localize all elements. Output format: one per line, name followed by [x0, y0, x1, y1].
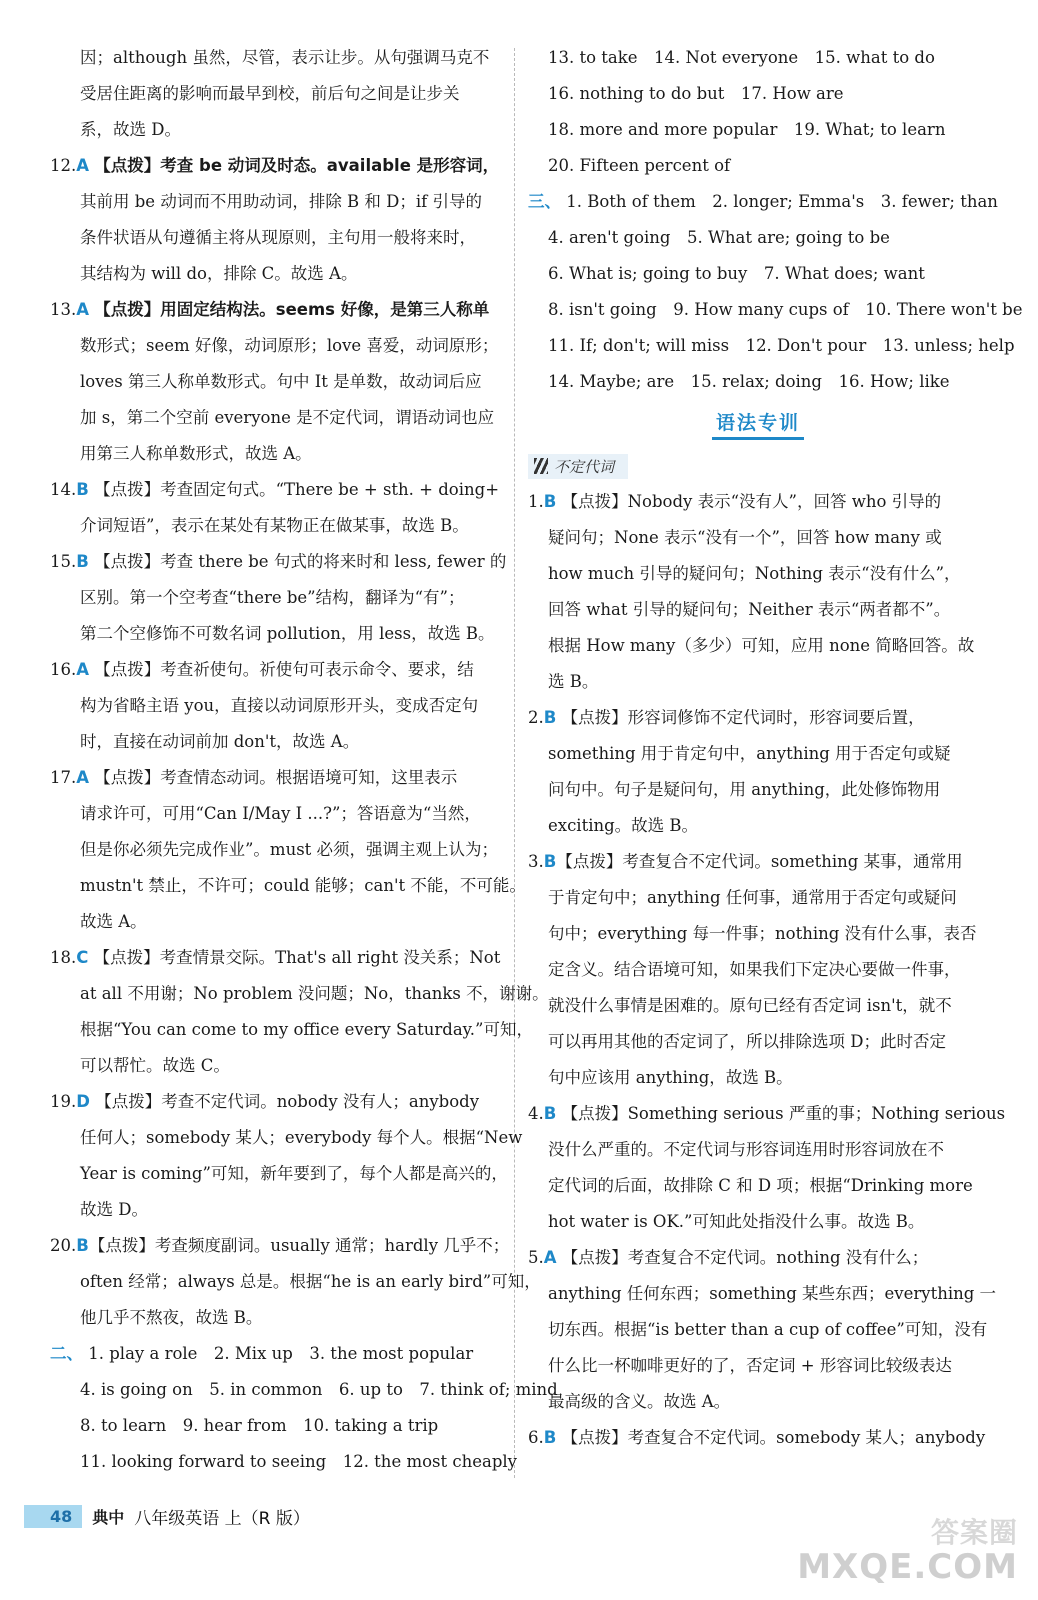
text-line: loves 第三人称单数形式。句中 It 是单数，故动词后应 [80, 372, 482, 391]
answer-explanation: 【点拨】用固定结构法。seems 好像，是第三人称单 [94, 300, 490, 319]
text-line: 区别。第一个空考查“there be”结构，翻译为“有”； [80, 588, 465, 607]
text-line: 可以再用其他的否定词了，所以排除选项 D；此时否定 [548, 1032, 946, 1051]
text-line: 故选 D。 [80, 1200, 148, 1219]
text-line: 于肯定句中；anything 任何事，通常用于否定句或疑问 [548, 888, 957, 907]
answer-letter: B [543, 492, 557, 511]
answer-explanation: 【点拨】考查 there be 句式的将来时和 less, fewer 的 [94, 552, 507, 571]
text-line: 什么比一杯咖啡更好的了，否定词 + 形容词比较级表达 [548, 1356, 952, 1375]
answer-item-14 [50, 472, 500, 508]
answer-item-5 [528, 1240, 988, 1276]
item-number: 13. [50, 300, 77, 319]
item-number: 2. [528, 708, 544, 727]
answer-letter: B [76, 1236, 89, 1255]
answer-letter: C [76, 948, 89, 967]
answer-explanation: 【点拨】考查情态动词。根据语境可知，这里表示 [94, 768, 458, 787]
text-line: 加 s，第二个空前 everyone 是不定代词，谓语动词也应 [80, 408, 495, 427]
text-line: at all 不用谢；No problem 没问题；No，thanks 不，谢谢。 [80, 984, 549, 1003]
answer-item-6 [528, 1420, 988, 1456]
text-line: 没什么严重的。不定代词与形容词连用时形容词放在不 [548, 1140, 944, 1159]
text-line: 介词短语”，表示在某处有某物正在做某事，故选 B。 [80, 516, 469, 535]
answer-item-15 [50, 544, 507, 580]
answer-item-3 [528, 844, 988, 880]
answer-explanation: 【点拨】形容词修饰不定代词时，形容词要后置， [561, 708, 925, 727]
watermark-logo: 答案圈 [930, 1515, 1018, 1549]
text-line: 13. to take 14. Not everyone 15. what to do [548, 48, 935, 67]
answer-explanation: 【点拨】考查复合不定代词。somebody 某人；anybody [561, 1428, 986, 1447]
text-line: hot water is OK.”可知此处指没什么事。故选 B。 [548, 1212, 925, 1231]
subheading [528, 454, 628, 479]
section-3-line [528, 184, 998, 220]
answer-explanation: 【点拨】考查 be 动词及时态。available 是形容词， [94, 156, 500, 175]
watermark-url: MXQE.COM [797, 1546, 1018, 1587]
item-number: 20. [50, 1236, 77, 1255]
answer-letter: B [543, 1428, 557, 1447]
answer-item-18 [50, 940, 500, 976]
item-number: 17. [50, 768, 77, 787]
watermark [797, 1515, 1018, 1587]
brand-logo: 典中 [92, 1507, 125, 1527]
item-number: 14. [50, 480, 77, 499]
text-line: 请求许可，可用“Can I/May I ...?”；答语意为“当然， [80, 804, 481, 823]
section-2-line [50, 1336, 500, 1372]
item-number: 19. [50, 1092, 77, 1111]
book-title: 八年级英语 上（R 版） [134, 1508, 310, 1529]
text-line: 根据“You can come to my office every Saturday.”可知， [80, 1020, 533, 1039]
text-line: 可以帮忙。故选 C。 [80, 1056, 230, 1075]
page-number: 48 [24, 1505, 82, 1528]
answer-letter: B [76, 552, 89, 571]
answer-explanation: 【点拨】考查复合不定代词。nothing 没有什么； [561, 1248, 929, 1267]
stripes-icon [534, 458, 548, 474]
item-number: 5. [528, 1248, 544, 1267]
answer-item-13 [50, 292, 500, 328]
text-line: 8. to learn 9. hear from 10. taking a trip [80, 1416, 439, 1435]
answer-item-1 [528, 484, 988, 520]
text-line: exciting。故选 B。 [548, 816, 699, 835]
text-line: 疑问句；None 表示“没有一个”，回答 how many 或 [548, 528, 942, 547]
answer-explanation: 【点拨】考查频度副词。usually 通常；hardly 几乎不； [88, 1236, 510, 1255]
answer-item-19 [50, 1084, 500, 1120]
text-line: 条件状语从句遵循主将从现原则，主句用一般将来时， [80, 228, 476, 247]
text-line: mustn't 禁止，不许可；could 能够；can't 不能，不可能。 [80, 876, 526, 895]
text-line: 句中；everything 每一件事；nothing 没有什么事，表否 [548, 924, 977, 943]
text-line: 数形式；seem 好像，动词原形；love 喜爱，动词原形； [80, 336, 499, 355]
text-line: 构为省略主语 you，直接以动词原形开头，变成否定句 [80, 696, 479, 715]
text-line: 但是你必须先完成作业”。must 必须，强调主观上认为； [80, 840, 499, 859]
text-line: 切东西。根据“is better than a cup of coffee”可知，没有 [548, 1320, 988, 1339]
text-line: 句中应该用 anything，故选 B。 [548, 1068, 793, 1087]
text-line: 问句中。句子是疑问句，用 anything，此处修饰物用 [548, 780, 941, 799]
answer-explanation: 【点拨】考查复合不定代词。something 某事，通常用 [556, 852, 963, 871]
fill-answers: 1. play a role 2. Mix up 3. the most popular [88, 1344, 474, 1363]
text-line: often 经常；always 总是。根据“he is an early bird”可知， [80, 1272, 541, 1291]
text-line: anything 任何东西；something 某些东西；everything 一 [548, 1284, 997, 1303]
text-line: 8. isn't going 9. How many cups of 10. There won't be [548, 300, 1023, 319]
text-line: 就没什么事情是困难的。原句已经有否定词 isn't，就不 [548, 996, 952, 1015]
text-line: 4. aren't going 5. What are; going to be [548, 228, 890, 247]
text-line: 受居住距离的影响而最早到校，前后句之间是让步关 [80, 84, 460, 103]
item-number: 12. [50, 156, 77, 175]
answer-letter: A [543, 1248, 557, 1267]
text-line: 回答 what 引导的疑问句；Neither 表示“两者都不”。 [548, 600, 951, 619]
text-line: 其前用 be 动词而不用助动词，排除 B 和 D；if 引导的 [80, 192, 483, 211]
answer-item-17 [50, 760, 500, 796]
text-line: 最高级的含义。故选 A。 [548, 1392, 731, 1411]
section-marker: 二、 [50, 1344, 83, 1363]
answer-letter: B [543, 1104, 557, 1123]
answer-item-12 [50, 148, 500, 184]
answer-explanation: 【点拨】考查固定句式。“There be + sth. + doing+ [94, 480, 500, 499]
text-line: Year is coming”可知，新年要到了，每个人都是高兴的， [80, 1164, 508, 1183]
text-line: 11. If; don't; will miss 12. Don't pour 13. unless; help [548, 336, 1015, 355]
section-heading-wrap [528, 400, 988, 448]
answer-item-20 [50, 1228, 510, 1264]
answer-letter: B [543, 708, 557, 727]
item-number: 6. [528, 1428, 544, 1447]
text-line: 任何人；somebody 某人；everybody 每个人。根据“New [80, 1128, 523, 1147]
answer-explanation: 【点拨】Nobody 表示“没有人”，回答 who 引导的 [561, 492, 942, 511]
text-line: 14. Maybe; are 15. relax; doing 16. How; like [548, 372, 950, 391]
right-column [528, 40, 1023, 1456]
text-line: something 用于肯定句中，anything 用于否定句或疑 [548, 744, 951, 763]
text-line: 根据 How many（多少）可知，应用 none 简略回答。故 [548, 636, 975, 655]
answer-letter: A [76, 660, 90, 679]
text-line: 定代词的后面，故排除 C 和 D 项；根据“Drinking more [548, 1176, 973, 1195]
text-line: 4. is going on 5. in common 6. up to 7. think of; mind [80, 1380, 558, 1399]
item-number: 18. [50, 948, 77, 967]
answer-item-2 [528, 700, 988, 736]
text-line: how much 引导的疑问句；Nothing 表示“没有什么”， [548, 564, 961, 583]
answer-explanation: 【点拨】Something serious 严重的事；Nothing serious [561, 1104, 1006, 1123]
text-line: 11. looking forward to seeing 12. the most cheaply [80, 1452, 518, 1471]
text-line: 6. What is; going to buy 7. What does; want [548, 264, 925, 283]
section-heading: 语法专训 [712, 408, 804, 440]
item-number: 4. [528, 1104, 544, 1123]
text-line: 时，直接在动词前加 don't，故选 A。 [80, 732, 360, 751]
answer-item-4 [528, 1096, 1006, 1132]
fill-answers: 1. Both of them 2. longer; Emma's 3. fewer; than [566, 192, 998, 211]
item-number: 1. [528, 492, 544, 511]
subheading-wrap [528, 448, 988, 484]
item-number: 15. [50, 552, 77, 571]
text-line: 定含义。结合语境可知，如果我们下定决心要做一件事， [548, 960, 961, 979]
section-marker: 三、 [528, 192, 561, 211]
answer-letter: B [76, 480, 89, 499]
text-line: 16. nothing to do but 17. How are [548, 84, 844, 103]
text-line: 20. Fifteen percent of [548, 156, 731, 175]
text-line: 用第三人称单数形式，故选 A。 [80, 444, 312, 463]
text-line: 因；although 虽然，尽管，表示让步。从句强调马克不 [80, 48, 490, 67]
text-line: 故选 A。 [80, 912, 147, 931]
left-column [50, 40, 558, 1480]
answer-letter: A [76, 768, 90, 787]
answer-explanation: 【点拨】考查情景交际。That's all right 没关系；Not [93, 948, 501, 967]
subheading-label: 不定代词 [554, 457, 615, 476]
answer-letter: D [76, 1092, 90, 1111]
answer-explanation: 【点拨】考查祈使句。祈使句可表示命令、要求，结 [94, 660, 474, 679]
page-footer [24, 1500, 310, 1532]
text-line: 系，故选 D。 [80, 120, 181, 139]
item-number: 3. [528, 852, 544, 871]
answer-letter: B [543, 852, 557, 871]
answer-item-16 [50, 652, 500, 688]
text-line: 18. more and more popular 19. What; to learn [548, 120, 946, 139]
text-line: 第二个空修饰不可数名词 pollution，用 less，故选 B。 [80, 624, 495, 643]
answer-letter: A [76, 300, 90, 319]
text-line: 他几乎不熬夜，故选 B。 [80, 1308, 263, 1327]
text-line: 其结构为 will do，排除 C。故选 A。 [80, 264, 358, 283]
answer-explanation: 【点拨】考查不定代词。nobody 没有人；anybody [95, 1092, 480, 1111]
item-number: 16. [50, 660, 77, 679]
answer-letter: A [76, 156, 90, 175]
text-line: 选 B。 [548, 672, 599, 691]
